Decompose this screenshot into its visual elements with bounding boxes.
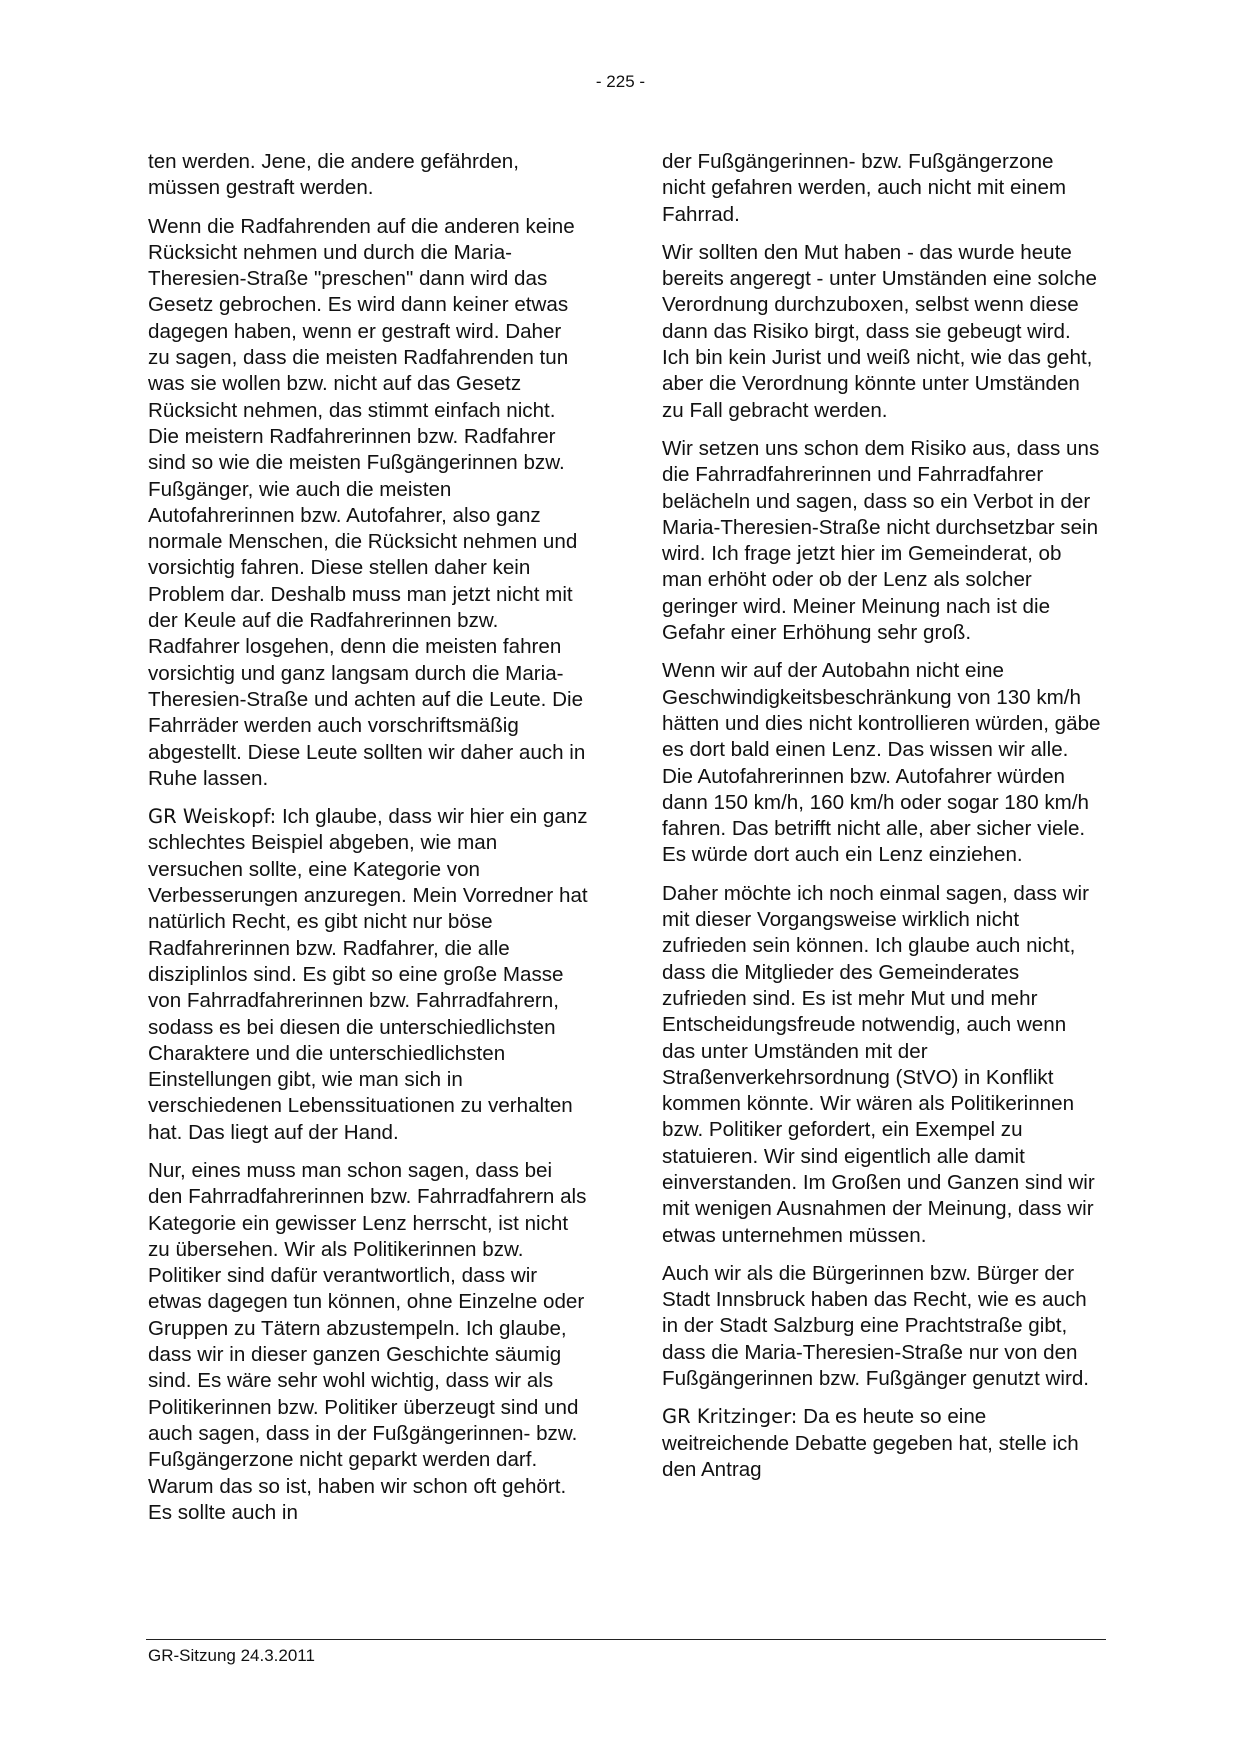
paragraph — [662, 1404, 1102, 1483]
speaker-name: GR Weiskopf: — [148, 805, 277, 829]
paragraph — [662, 658, 1102, 868]
paragraph-text: Wenn wir auf der Autobahn nicht eine Geschwindigkeitsbeschränkung von 130 km/h hätten und dies nicht kontrollieren würden, gäbe es dort bald einen Lenz. Das wissen wir alle. Die Autofahrerinnen bzw. Autofahrer würden dann 150 km/h, 160 km/h oder sogar 180 km/h fahren. Das betrifft nicht alle, aber sicher viele. Es würde dort auch ein Lenz einziehen. — [662, 659, 1101, 867]
paragraph-text: Wir sollten den Mut haben - das wurde heute bereits angeregt - unter Umständen eine solche Verordnung durchzuboxen, selbst wenn diese dann das Risiko birgt, dass sie gebeugt wird. Ich bin kein Jurist und weiß nicht, wie das geht, aber die Verordnung könnte unter Umständen zu Fall gebracht werden. — [662, 240, 1098, 422]
right-column — [662, 149, 1102, 1495]
paragraph-text: Ich glaube, dass wir hier ein ganz schlechtes Beispiel abgeben, wie man versuchen sollte, eine Kategorie von Verbesserungen anzuregen. Mein Vorredner hat natürlich Recht, es gibt nicht nur böse Radfahrerinnen bzw. Radfahrer, die alle disziplinlos sind. Es gibt so eine große Masse von Fahrradfahrerinnen bzw. Fahrradfahrern, sodass es bei diesen die unterschiedlichsten Charaktere und die unterschiedlichsten Einstellungen gibt, wie man sich in verschiedenen Lebenssituationen zu verhalten hat. Das liegt auf der Hand. — [148, 805, 588, 1144]
paragraph-text: Nur, eines muss man schon sagen, dass bei den Fahrradfahrerinnen bzw. Fahrradfahrern als Kategorie ein gewisser Lenz herrscht, ist nicht zu übersehen. Wir als Politikerinnen bzw. Politiker sind dafür verantwortlich, dass wir etwas dagegen tun können, ohne Einzelne oder Gruppen zu Tätern abzustempeln. Ich glaube, dass wir in dieser ganzen Geschichte säumig sind. Es wäre sehr wohl wichtig, dass wir als Politikerinnen bzw. Politiker überzeugt sind und auch sagen, dass in der Fußgängerinnen- bzw. Fußgängerzone nicht geparkt werden darf. Warum das so ist, haben wir schon oft gehört. Es sollte auch in — [148, 1158, 587, 1524]
paragraph-text: der Fußgängerinnen- bzw. Fußgängerzone nicht gefahren werden, auch nicht mit einem Fahrrad. — [662, 150, 1067, 226]
footer-divider — [146, 1639, 1106, 1640]
paragraph-text: Wir setzen uns schon dem Risiko aus, dass uns die Fahrradfahrerinnen und Fahrradfahrer belächeln und sagen, dass so ein Verbot in der Maria-Theresien-Straße nicht durchsetzbar sein wird. Ich frage jetzt hier im Gemeinderat, ob man erhöht oder ob der Lenz als solcher geringer wird. Meiner Meinung nach ist die Gefahr einer Erhöhung sehr groß. — [662, 436, 1100, 645]
paragraph-text: ten werden. Jene, die andere gefährden, müssen gestraft werden. — [148, 150, 519, 200]
paragraph — [148, 149, 588, 202]
left-column — [148, 149, 588, 1538]
paragraph-text: Auch wir als die Bürgerinnen bzw. Bürger der Stadt Innsbruck haben das Recht, wie es auch in der Stadt Salzburg eine Prachtstraße gibt, dass die Maria-Theresien-Straße nur von den Fußgängerinnen bzw. Fußgänger genutzt wird. — [662, 1261, 1089, 1391]
footer-session-label: GR-Sitzung 24.3.2011 — [148, 1646, 315, 1665]
paragraph — [662, 1261, 1102, 1392]
paragraph — [662, 149, 1102, 228]
paragraph — [148, 804, 588, 1146]
page-number: - 225 - — [595, 72, 646, 91]
paragraph-text: Da es heute so eine weitreichende Debatte gegeben hat, stelle ich den Antrag — [662, 1405, 1079, 1481]
paragraph — [662, 881, 1102, 1249]
paragraph — [148, 214, 588, 793]
paragraph — [662, 240, 1102, 424]
paragraph — [662, 436, 1102, 646]
speaker-name: GR Kritzinger: — [662, 1405, 798, 1429]
paragraph-text: Wenn die Radfahrenden auf die anderen keine Rücksicht nehmen und durch die Maria-Theresien-Straße "preschen" dann wird das Gesetz gebrochen. Es wird dann keiner etwas dagegen haben, wenn er gestraft wird. Daher zu sagen, dass die meisten Radfahrenden tun was sie wollen bzw. nicht auf das Gesetz Rücksicht nehmen, das stimmt einfach nicht. Die meistern Radfahrerinnen bzw. Radfahrer sind so wie die meisten Fußgängerinnen bzw. Fußgänger, wie auch die meisten Autofahrerinnen bzw. Autofahrer, also ganz normale Menschen, die Rücksicht nehmen und vorsichtig fahren. Diese stellen daher kein Problem dar. Deshalb muss man jetzt nicht mit der Keule auf die Radfahrerinnen bzw. Radfahrer losgehen, denn die meisten fahren vorsichtig und ganz langsam durch die Maria-Theresien-Straße und achten auf die Leute. Die Fahrräder werden auch vorschriftsmäßig abgestellt. Diese Leute sollten wir daher auch in Ruhe lassen. — [148, 214, 586, 790]
paragraph-text: Daher möchte ich noch einmal sagen, dass wir mit dieser Vorgangsweise wirklich nicht zufrieden sein können. Ich glaube auch nicht, dass die Mitglieder des Gemeinderates zufrieden sind. Es ist mehr Mut und mehr Entscheidungsfreude notwendig, auch wenn das unter Umständen mit der Straßenverkehrsordnung (StVO) in Konflikt kommen könnte. Wir wären als Politikerinnen bzw. Politiker gefordert, ein Exempel zu statuieren. Wir sind eigentlich alle damit einverstanden. Im Großen und Ganzen sind wir mit wenigen Ausnahmen der Meinung, dass wir etwas unternehmen müssen. — [662, 881, 1095, 1247]
paragraph — [148, 1158, 588, 1526]
